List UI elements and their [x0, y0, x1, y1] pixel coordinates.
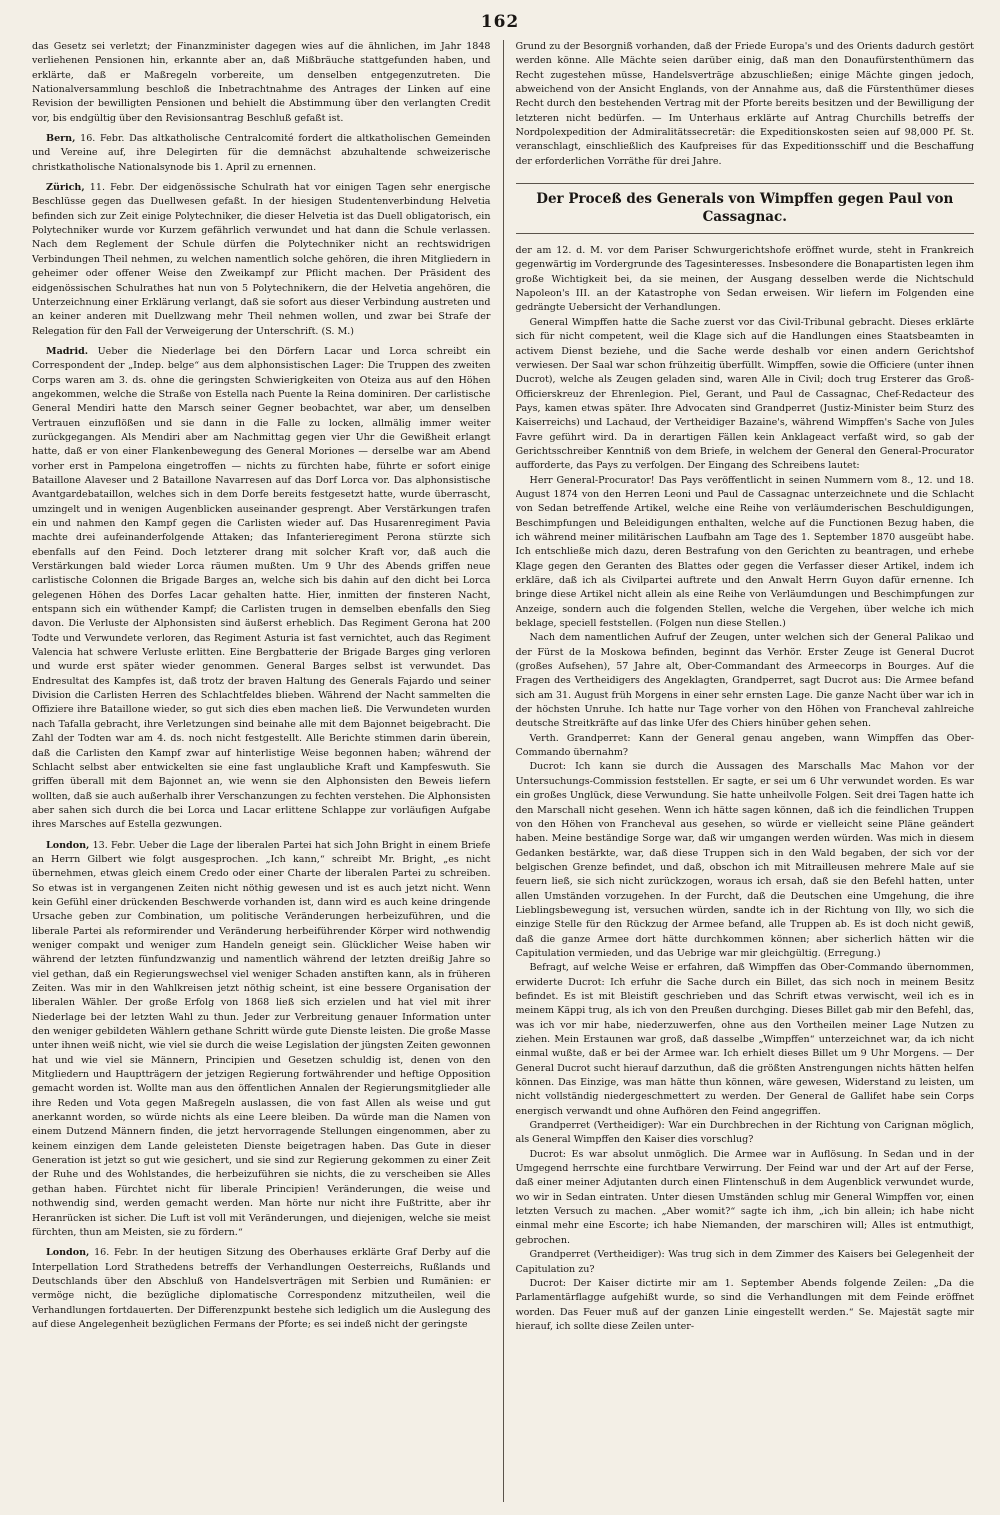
article-text: 16. Febr. In der heutigen Sitzung des Oberhauses erklärte Graf Derby auf die Interpellation Lord Strathedens betreffs der Verhandlungen Oesterreichs, Rußlands und Deutschlands über den Abschluß von Handelsverträgen mit Serbien und Rumänien: er vermöge nicht, die bezügliche diplomatische Correspondenz mitzutheilen, weil die Verhandlungen fortdauerten. Der Differenzpunkt bestehe sich lediglich um die Auslegung des auf diese Angelegenheit bezüglichen Fermans der Pforte; es sei indeß nicht der geringste — [32, 1247, 491, 1330]
article-finance-pensions — [32, 40, 491, 126]
right-column — [516, 40, 975, 1502]
article-madrid — [32, 345, 491, 833]
article-headline: Der Proceß des Generals von Wimpffen gegen Paul von Cassagnac. — [516, 183, 975, 234]
article-zuerich — [32, 181, 491, 339]
paragraph: Verth. Grandperret: Kann der General genau angeben, wann Wimpffen das Ober-Commando übernahm? — [515, 732, 974, 759]
article-text: 13. Febr. Ueber die Lage der liberalen Partei hat sich John Bright in einem Briefe an Herrn Gilbert wie folgt ausgesprochen. „Ich kann,“ schreibt Mr. Bright, „es nicht übernehmen, etwas gleich einem Credo oder einer Charte der liberalen Partei zu schreiben. So etwas ist in vergangenen Zeiten nicht nöthig gewesen und ist es auch jetzt nicht. Wenn kein Gefühl einer drückenden Beschwerde vorhanden ist, dann wird es auch keine dringende Ursache geben zur Combination, um politische Veränderungen herbeizuführen, und die liberale Partei als reformirender und Veränderung herbeiführender Körper wird nothwendig weniger compakt und weniger zum Handeln geneigt sein. Glücklicher Weise haben wir während der letzten fünfundzwanzig und namentlich während der letzten dreißig Jahre so viel gethan, daß ein Regierungswechsel viel weniger Schaden anstiften kann, als in früheren Zeiten. Was mir in den Wahlkreisen jetzt nöthig scheint, ist eine bessere Organisation der liberalen Wähler. Der große Erfolg von 1868 ließ sich erzielen und hat viel mit ihrer Niederlage bei der letzten Wahl zu thun. Jeder zur Verbreitung genauer Information unter den weniger gebildeten Wählern gethane Schritt würde gute Dienste leisten. Die große Masse unter ihnen weiß nicht, wie viel sie durch die weise Legislation der jüngsten Zeiten gewonnen hat und wie viel sie Männern, Principien und Gesetzen schuldig ist, denen von den Mitgliedern und Hauptträgern der jetzigen Regierung fortwährender und heftige Opposition gemacht worden ist. Wollte man aus den öffentlichen Annalen der Regierungsmitglieder alle ihre Reden und Vota gegen Maßregeln auslassen, die von fast Allen als weise und gut anerkannt worden, so würde nichts als eine Leere bleiben. Da würde man die Namen von einem Dutzend Männern finden, die jetzt hervorragende Stellungen eingenommen, aber zu keinem einzigen dem Lande geleisteten Dienste beigetragen haben. Das Gute in dieser Generation ist jetzt so gut wie gesichert, und sie sind zur Regierung gekommen zu einer Zeit der Ruhe und des Wohlstandes, die herbeizuführen sie nichts, die zu verscheiben sie Alles gethan haben. Fürchtet nicht für liberale Principien! Veränderungen, die weise und nothwendig sind, werden gemacht werden. Man hörte nur nicht ihre Fußtritte, aber ihr Heranrücken ist sicher. Die Luft ist voll mit Veränderungen, und diejenigen, welche sie meist fürchten, thun am Meisten, sie zu fördern.“ — [32, 839, 491, 1238]
dateline: Bern, — [46, 133, 76, 145]
dateline: Zürich, — [46, 182, 85, 194]
left-column — [32, 40, 491, 1502]
article-text: 11. Febr. Der eidgenössische Schulrath hat vor einigen Tagen sehr energische Beschlüsse gegen das Duellwesen gefaßt. In der hiesigen Studentenverbindung Helvetia befinden sich zur Zeit einige Polytechniker, die dieser Helvetia ist das Duell obligatorisch, ein Polytechniker wurde vor Kurzem gefährlich verwundet und hat dann die Schule verlassen. Nach dem Reglement der Schule dürfen die Polytechniker nicht an rechtswidrigen Verbindungen Theil nehmen, zu welchen namentlich solche gehören, die ihren Mitgliedern in geheimer oder offener Weise den Zweikampf zur Pflicht machen. Der Präsident des eidgenössischen Schulrathes hat nun von 5 Polytechnikern, die der Helvetia angehören, die Unterzeichnung einer Erklärung verlangt, daß sie sofort aus dieser Verbindung austreten und an keiner anderen mit Duellzwang mehr Theil nehmen wollen, und zwar bei Strafe der Relegation für den Fall der Verweigerung der Unterschrift. (S. M.) — [32, 182, 491, 337]
dateline: London, — [46, 1247, 90, 1259]
column-divider — [503, 40, 504, 1502]
paragraph: Ducrot: Ich kann sie durch die Aussagen des Marschalls Mac Mahon vor der Untersuchungs-Commission feststellen. Er sagte, er sei um 6 Uhr verwundet worden. Es war ein großes Unglück, diese Verwundung. Sie hatte unheilvolle Folgen. Seit drei Tagen hatte ich den Marschall nicht gesehen. Wenn ich hätte sagen können, daß ich die feindlichen Truppen von den Höhen von Francheval aus gesehen, so würde er vielleicht seine Pläne geändert haben. Meine beständige Sorge war, daß wir umgangen werden würden. Was mich in diesem Gedanken bestärkte, war, daß diese Truppen sich in den Wald begaben, der sich vor der belgischen Grenze befindet, und daß, obschon ich mit Mitrailleusen mehrere Male auf sie feuern ließ, sie sich nicht zurückzogen, woraus ich ersah, daß sie den Befehl hatten, unter allen Umständen vorzugehen. In der Furcht, daß die Deutschen eine Umgehung, die ihre Lieblingsbewegung ist, versuchen würden, sandte ich in der Richtung von Illy, wo sich die einzige Stelle für den Rückzug der Armee befand, alle Truppen ab. Es ist doch nicht gewiß, daß die ganze Armee dort hätte durchkommen können; aber sicherlich hätten wir die Capitulation vermieden, und das Uebrige war mir gleichgültig. (Erregung.) — [515, 761, 974, 959]
paragraph: Nach dem namentlichen Aufruf der Zeugen, unter welchen sich der General Palikao und der Fürst de la Moskowa befinden, beginnt das Verhör. Erster Zeuge ist General Ducrot (großes Aufsehen), 57 Jahre alt, Ober-Commandant des Armeecorps in Bourges. Auf die Fragen des Vertheidigers des Angeklagten, Grandperret, sagt Ducrot aus: Die Armee befand sich am 31. August früh Morgens in einer sehr ernsten Lage. Die ganze Nacht über war ich in der höchsten Unruhe. Ich hatte nur Tage vorher von den Höhen von Francheval zahlreiche deutsche Streitkräfte auf das linke Ufer des Chiers hinüber gehen sehen. — [515, 632, 974, 730]
columns — [32, 40, 974, 1502]
article-london-oberhaus — [32, 1246, 491, 1332]
article-london-bright — [32, 839, 491, 1241]
paragraph: Herr General-Procurator! Das Pays veröffentlicht in seinen Nummern vom 8., 12. und 18. August 1874 von den Herren Leoni und Paul de Cassagnac unterzeichnete und die Schlacht von Sedan betreffende Artikel, welche eine Reihe von verläumderischen Beschuldigungen, Beschimpfungen und Beleidigungen enthalten, welche auf die Functionen Bezug haben, die ich während meiner militärischen Laufbahn am Tage des 1. September 1870 ausgeübt habe. Ich entschließe mich dazu, deren Bestrafung von den Gerichten zu beantragen, und erhebe Klage gegen den Geranten des Blattes oder gegen die Verfasser dieser Artikel, indem ich erkläre, daß ich als Civilpartei auftrete und den Anwalt Herrn Guyon dafür ernenne. Ich bringe diese Artikel nicht allein als eine Reihe von Verläumdungen und Beschimpfungen zur Anzeige, sondern auch die folgenden Stellen, welche die Vergehen, über welche ich mich beklage, speciell feststellen. (Folgen nun diese Stellen.) — [515, 474, 974, 630]
article-text: 16. Febr. Das altkatholische Centralcomité fordert die altkatholischen Gemeinden und Vereine auf, ihre Delegirten für die demnächst abzuhaltende schweizerische christkatholische Nationalsynode bis 1. April zu ernennen. — [32, 133, 491, 173]
paragraph: Grandperret (Vertheidiger): Was trug sich in dem Zimmer des Kaisers bei Gelegenheit der Capitulation zu? — [515, 1249, 974, 1275]
article-text: Ueber die Niederlage bei den Dörfern Lacar und Lorca schreibt ein Correspondent der „Indep. belge“ aus dem alphonsistischen Lager: Die Truppen des zweiten Corps waren am 3. ds. ohne die geringsten Schwierigkeiten von Oteiza aus auf den Höhen angekommen, welche die Straße von Estella nach Puente la Reina dominiren. Der carlistische General Mendiri hatte den Marsch seiner Gegner beobachtet, war aber, um denselben Vertrauen einzuflößen und sie dann in die Falle zu locken, allmälig immer weiter zurückgegangen. Als Mendiri aber am Nachmittag gegen vier Uhr die Gewißheit erlangt hatte, daß er von einer Flankenbewegung des General Moriones — derselbe war am Abend vorher erst in Pampelona eingetroffen — nichts zu fürchten habe, führte er sofort einige Bataillone Alaveser und 2 Bataillone Navarresen auf das Dorf Lorca vor. Das alphonsistische Avantgardebataillon, welches sich in dem Dorfe bereits festgesetzt hatte, wurde überrascht, umzingelt und in wenigen Augenblicken auseinander gesprengt. Aber Verstärkungen trafen ein und nahmen den Kampf gegen die Carlisten wieder auf. Das Husarenregiment Pavia machte drei aufeinanderfolgende Attaken; das Infanterieregiment Perona stürzte sich ebenfalls auf den Feind. Doch letzterer drang mit solcher Kraft vor, daß auch die Verstärkungen bald wieder Lorca räumen mußten. Um 9 Uhr des Abends griffen neue carlistische Colonnen die Brigade Barges an, welche sich bis dahin auf den dicht bei Lorca gelegenen Höhen des Dorfes Lacar gehalten hatte. Hier, inmitten der finsteren Nacht, entspann sich ein wüthender Kampf; die Carlisten trugen in demselben ebenfalls den Sieg davon. Die Verluste der Alphonsisten sind äußerst erheblich. Das Regiment Gerona hat 200 Todte und Verwundete verloren, das Regiment Asturia ist fast vernichtet, auch das Regiment Valencia hat schwere Verluste erlitten. Eine Bergbatterie der Brigade Barges ging verloren und wurde erst später wieder genommen. General Barges selbst ist verwundet. Das Endresultat des Kampfes ist, daß trotz der braven Haltung des Generals Fajardo und seiner Division die Carlisten Herren des Schlachtfeldes blieben. Während der Nacht sammelten die Offiziere ihre Bataillone wieder, so gut sich dies eben machen ließ. Die Verwundeten wurden nach Tafalla gebracht, ihre Verletzungen sind beinahe alle mit dem Bajonnet beigebracht. Die Zahl der Todten war am 4. ds. noch nicht festgestellt. Alle Berichte stimmen darin überein, daß die Carlisten den Kampf zwar auf hinterlistige Weise begonnen haben; während der Schlacht selbst aber entwickelten sie eine fast unglaubliche Kraft und Kampfeswuth. Sie griffen überall mit dem Bajonnet an, wie wenn sie den Alphonsisten den Beweis liefern wollten, daß sie auch außerhalb ihrer Verschanzungen zu fechten verstehen. Die Alphonsisten aber sahen sich durch die bei Lorca und Lacar erlittene Schlappe zur vorläufigen Aufgabe ihres Marsches auf Estella gezwungen. — [32, 345, 491, 831]
article-london-continued: Grund zu der Besorgniß vorhanden, daß der Friede Europa's und des Orients dadurch gestört werden könne. Alle Mächte seien darüber einig, daß man den Donaufürstenthümern das Recht zugestehen müsse, Handelsverträge abzuschließen; einige Mächte gingen jedoch, abweichend von der Ansicht Englands, von der Annahme aus, daß die Fürstenthümer dieses Recht durch den bestehenden Vertrag mit der Pforte bereits besitzen und der Bewilligung der letzteren nicht bedürfen. — Im Unterhaus erklärte auf Antrag Churchills betreffs der Nordpolexpedition der Admiralitätssecretär: die Expeditionskosten seien auf 98,000 Pf. St. veranschlagt, einschließlich des Kaufpreises für das Expeditionsschiff und die Beschaffung der erforderlichen Vorräthe für drei Jahre. — [515, 41, 974, 167]
paragraph: Grandperret (Vertheidiger): War ein Durchbrechen in der Richtung von Carignan möglich, als General Wimpffen den Kaiser dies vorschlug? — [515, 1120, 974, 1146]
dateline: Madrid. — [46, 345, 89, 357]
paragraph: der am 12. d. M. vor dem Pariser Schwurgerichtshofe eröffnet wurde, steht in Frankreich gegenwärtig im Vordergrunde des Tagesinteresses. Insbesondere die Bonapartisten legen ihm große Wichtigkeit bei, da sie meinen, der Ausgang desselben werde die Nichtschuld Napoleon's III. an der Katastrophe von Sedan erweisen. Wir liefern im Folgenden eine gedrängte Uebersicht der Verhandlungen. — [515, 245, 974, 314]
article-bern — [32, 132, 491, 175]
page-number: 162 — [480, 12, 520, 32]
paragraph: General Wimpffen hatte die Sache zuerst vor das Civil-Tribunal gebracht. Dieses erklärte sich für nicht competent, weil die Klage sich auf die Handlungen eines Staatsbeamten in activem Dienst beziehe, und die Sache werde deshalb vor einen andern Gerichtshof verwiesen. Der Saal war schon frühzeitig überfüllt. Wimpffen, sowie die Officiere (unter ihnen Ducrot), welche als Zeugen geladen sind, waren Alle in Civil; doch trug Ersterer das Groß-Officierskreuz der Ehrenlegion. Piel, Gerant, und Paul de Cassagnac, Chef-Redacteur des Pays, kamen etwas später. Ihre Advocaten sind Grandperret (Justiz-Minister beim Sturz des Kaiserreichs) und Lachaud, der Vertheidiger Bazaine's, während Wimpffen's Sache von Jules Favre geführt wird. Da in derartigen Fällen kein Anklageact verfaßt wird, so gab der Gerichtsschreiber Kenntniß von dem Briefe, in welchem der General den General-Procurator aufforderte, das Pays zu verfolgen. Der Eingang des Schreibens lautet: — [515, 316, 974, 472]
paragraph: Ducrot: Der Kaiser dictirte mir am 1. September Abends folgende Zeilen: „Da die Parlamentärflagge aufgehißt wurde, so sind die Verhandlungen mit dem Feinde eröffnet worden. Das Feuer muß auf der ganzen Linie eingestellt werden.“ Se. Majestät sagte mir hierauf, ich sollte diese Zeilen unter- — [515, 1277, 974, 1332]
paragraph: Ducrot: Es war absolut unmöglich. Die Armee war in Auflösung. In Sedan und in der Umgegend herrschte eine furchtbare Verwirrung. Der Feind war und der Art auf der Ferse, daß einer meiner Adjutanten durch einen Flintenschuß in dem Augenblick verwundet wurde, wo wir in Sedan eintraten. Unter diesen Umständen schlug mir General Wimpffen vor, einen letzten Versuch zu machen. „Aber womit?“ sagte ich ihm, „ich bin allein; ich habe nicht einmal mehr eine Escorte; ich habe Niemanden, der marschiren will; Alles ist entmuthigt, gebrochen. — [515, 1148, 974, 1246]
paragraph: Befragt, auf welche Weise er erfahren, daß Wimpffen das Ober-Commando übernommen, erwiderte Ducrot: Ich erfuhr die Sache durch ein Billet, das sich noch in meinem Besitz befindet. Es ist mit Bleistift geschrieben und das Schrift etwas verwischt, weil ich es in meinem Käppi trug, als ich von den Preußen durchging. Dieses Billet gab mir den Befehl, das, was ich vor mir habe, niederzuwerfen, ohne aus den Vortheilen meiner Lage Nutzen zu ziehen. Mein Erstaunen war groß, daß dasselbe „Wimpffen“ unterzeichnet war, da ich nicht einmal wußte, daß er bei der Armee war. Ich erhielt dieses Billet um 9 Uhr Morgens. — Der General Ducrot sucht hierauf darzuthun, daß die größten Anstrengungen nichts hätten helfen können. Das Einzige, was man hätte thun können, wäre gewesen, Widerstand zu leisten, um nicht vollständig niedergeschmettert zu werden. Der General de Gallifet habe sein Corps energisch verwandt und ohne Aufhören den Feind angegriffen. — [515, 962, 974, 1117]
dateline: London, — [46, 839, 90, 851]
article-text: das Gesetz sei verletzt; der Finanzminister dagegen wies auf die ähnlichen, im Jahr 1848 verliehenen Pensionen hin, erkannte aber an, daß Mißbräuche stattgefunden haben, und erklärte, daß er Maßregeln vorbereite, um denselben entgegenzutreten. Die Nationalversammlung beschloß die Inbetrachtnahme des Antrages der Linken auf eine Revision der bewilligten Pensionen und behielt die Abstimmung über den verlangten Credit vor, bis endgültig über den Revisionsantrag Beschluß gefaßt ist. — [32, 41, 491, 124]
